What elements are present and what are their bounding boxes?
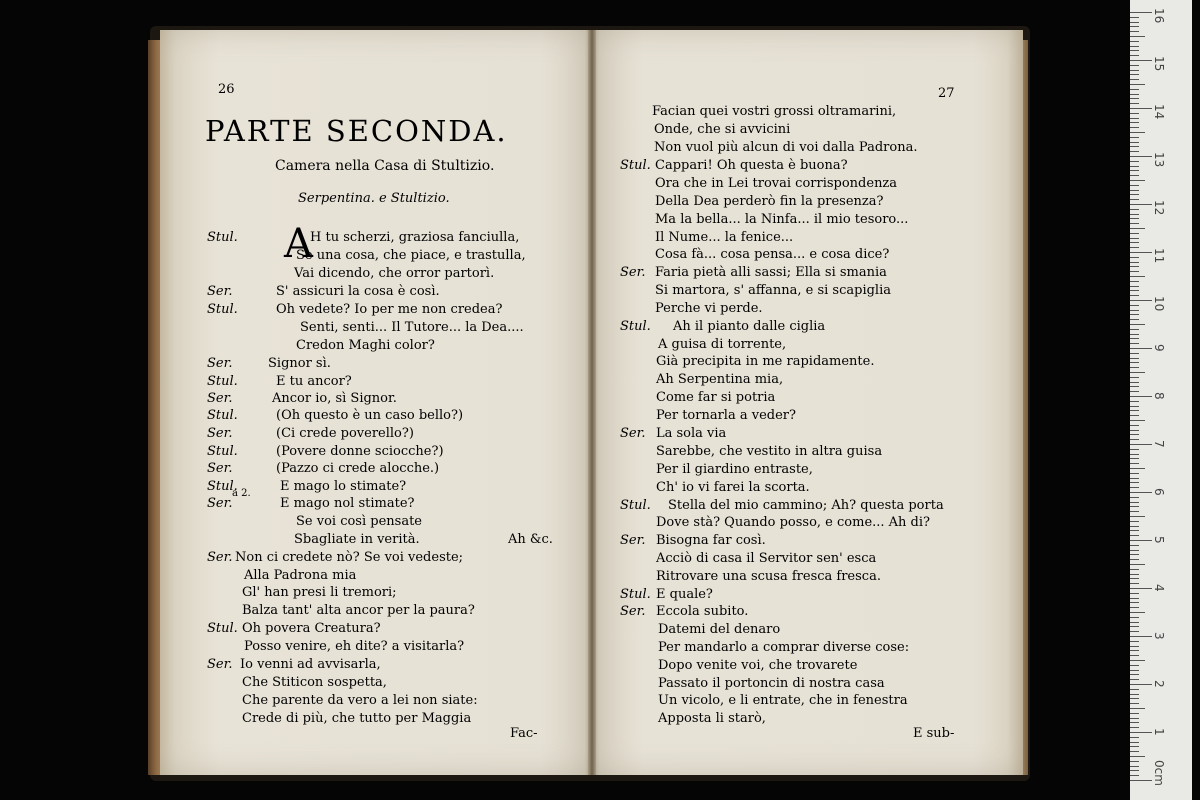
verse-line: Se una cosa, che piace, e trastulla,: [296, 248, 526, 263]
ruler-tick: [1130, 262, 1139, 263]
speaker-label: Stul.: [620, 319, 651, 334]
ruler-tick: [1130, 641, 1139, 642]
speaker-label: Stul.: [207, 408, 238, 423]
ruler-tick: [1130, 434, 1139, 435]
ruler-tick: [1130, 780, 1152, 781]
ruler-tick: [1130, 329, 1139, 330]
verse-line: Dove stà? Quando posso, e come... Ah di?: [656, 515, 931, 530]
ruler-tick: [1130, 286, 1139, 287]
verse-line: Se voi così pensate: [296, 514, 422, 529]
verse-line: S' assicuri la cosa è così.: [276, 284, 440, 299]
ruler-tick: [1130, 180, 1145, 181]
ruler-tick: [1130, 727, 1139, 728]
ruler-tick: [1130, 89, 1139, 90]
ruler-tick: [1130, 98, 1139, 99]
verse-line: Non vuol più alcun di voi dalla Padrona.: [654, 140, 918, 155]
speaker-label: Ser.: [207, 657, 233, 672]
ruler-tick: [1130, 598, 1139, 599]
ruler-label: 15: [1152, 56, 1166, 72]
ruler-tick: [1130, 559, 1139, 560]
speaker-label: Stul.: [207, 374, 238, 389]
verse-line: Ch' io vi farei la scorta.: [656, 480, 810, 495]
verse-line: Onde, che si avvicini: [654, 122, 791, 137]
speaker-label: Stul.: [207, 230, 238, 245]
verse-line: Alla Padrona mia: [244, 568, 357, 583]
ruler-tick: [1130, 348, 1152, 349]
verse-line: H tu scherzi, graziosa fanciulla,: [310, 230, 520, 245]
ruler-tick: [1130, 674, 1139, 675]
ruler-tick: [1130, 358, 1139, 359]
verse-line: La sola via: [656, 426, 727, 441]
ruler-tick: [1130, 602, 1139, 603]
page-number-left: 26: [218, 82, 235, 97]
ruler-tick: [1130, 108, 1152, 109]
verse-line: Apposta li starò,: [658, 711, 766, 726]
ruler-tick: [1130, 343, 1139, 344]
speaker-label: Ser.: [620, 604, 646, 619]
a-due-marker: a 2.: [232, 488, 251, 499]
ruler-label: 6: [1152, 488, 1166, 496]
ruler-tick: [1130, 142, 1139, 143]
speaker-label: Ser.: [620, 533, 646, 548]
ruler-tick: [1130, 271, 1139, 272]
ruler-tick: [1130, 314, 1139, 315]
ruler-tick: [1130, 17, 1139, 18]
speaker-label: Stul.: [620, 587, 651, 602]
ruler-tick: [1130, 276, 1145, 277]
verse-line: Senti, senti... Il Tutore... la Dea....: [300, 320, 524, 335]
ruler-tick: [1130, 218, 1139, 219]
verse-line: Un vicolo, e li entrate, che in fenestra: [658, 693, 908, 708]
verse-line: E mago lo stimate?: [280, 479, 407, 494]
ruler-tick: [1130, 204, 1152, 205]
verse-line: (Ci crede poverello?): [276, 426, 414, 441]
verse-line: (Pazzo ci crede alocche.): [276, 461, 440, 476]
verse-line: Ancor io, sì Signor.: [272, 391, 397, 406]
ruler-tick: [1130, 612, 1145, 613]
ruler-tick: [1130, 338, 1139, 339]
ruler-tick: [1130, 199, 1139, 200]
verse-line: Sarebbe, che vestito in altra guisa: [656, 444, 883, 459]
ruler-tick: [1130, 122, 1139, 123]
verse-line: (Povere donne sciocche?): [276, 444, 444, 459]
ruler-tick: [1130, 684, 1152, 685]
characters-line: Serpentina. e Stultizio.: [298, 191, 450, 206]
ruler-tick: [1130, 511, 1139, 512]
ruler-label: 9: [1152, 344, 1166, 352]
speaker-label: Ser.: [207, 284, 233, 299]
ruler-label: 5: [1152, 536, 1166, 544]
ruler-tick: [1130, 468, 1145, 469]
ruler-tick: [1130, 391, 1139, 392]
ruler-tick: [1130, 698, 1139, 699]
verse-line: Per tornarla a veder?: [656, 408, 796, 423]
ruler-tick: [1130, 775, 1139, 776]
drop-cap: A: [284, 221, 313, 267]
ruler-tick: [1130, 305, 1139, 306]
ruler-tick: [1130, 521, 1139, 522]
verse-line: Acciò di casa il Servitor sen' esca: [656, 551, 877, 566]
ruler-tick: [1130, 257, 1139, 258]
ruler-tick: [1130, 631, 1139, 632]
ruler-tick: [1130, 766, 1139, 767]
act-heading: PARTE SECONDA.: [205, 114, 508, 148]
ruler-tick: [1130, 770, 1139, 771]
ruler-tick: [1130, 578, 1139, 579]
ruler-tick: [1130, 756, 1145, 757]
ruler-tick: [1130, 708, 1145, 709]
speaker-label: Ser.: [207, 496, 233, 511]
ruler-tick: [1130, 526, 1139, 527]
ruler-tick: [1130, 113, 1139, 114]
verse-line: Ah il pianto dalle ciglia: [673, 319, 826, 334]
ruler-tick: [1130, 310, 1139, 311]
ruler-tick: [1130, 50, 1139, 51]
ruler-tick: [1130, 722, 1139, 723]
ruler-tick: [1130, 718, 1139, 719]
ruler-tick: [1130, 751, 1139, 752]
verse-line: Ah Serpentina mia,: [656, 372, 784, 387]
ruler-tick: [1130, 84, 1145, 85]
speaker-label: Stul.: [207, 621, 238, 636]
ruler-tick: [1130, 742, 1139, 743]
verse-line: Eccola subito.: [656, 604, 749, 619]
ruler-tick: [1130, 506, 1139, 507]
ruler-tick: [1130, 12, 1152, 13]
ruler-tick: [1130, 689, 1139, 690]
ruler-tick: [1130, 367, 1139, 368]
ruler-label: 0cm: [1152, 760, 1166, 786]
ruler-tick: [1130, 324, 1145, 325]
verse-line: Che Stiticon sospetta,: [242, 675, 387, 690]
ruler-tick: [1130, 247, 1139, 248]
ruler-label: 8: [1152, 392, 1166, 400]
ruler-label: 10: [1152, 296, 1166, 312]
ruler-tick: [1130, 156, 1152, 157]
ruler-tick: [1130, 401, 1139, 402]
verse-line: Facian quei vostri grossi oltramarini,: [652, 104, 897, 119]
ruler-tick: [1130, 670, 1139, 671]
verse-line: Dopo venite voi, che trovarete: [658, 658, 858, 673]
ruler-tick: [1130, 420, 1145, 421]
ruler-label: 13: [1152, 152, 1166, 168]
verse-line: Che parente da vero a lei non siate:: [242, 693, 478, 708]
ruler-label: 12: [1152, 200, 1166, 216]
ruler-tick: [1130, 646, 1139, 647]
ruler-tick: [1130, 478, 1139, 479]
verse-line: Crede di più, che tutto per Maggia: [242, 711, 472, 726]
ruler-tick: [1130, 36, 1145, 37]
ruler-tick: [1130, 761, 1139, 762]
ruler-label: 7: [1152, 440, 1166, 448]
verse-line: A guisa di torrente,: [658, 337, 787, 352]
ruler-tick: [1130, 382, 1139, 383]
ruler-tick: [1130, 425, 1139, 426]
ruler-tick: [1130, 46, 1139, 47]
ruler-tick: [1130, 617, 1139, 618]
ruler-tick: [1130, 194, 1139, 195]
verse-line: Ora che in Lei trovai corrispondenza: [655, 176, 898, 191]
verse-line: Non ci credete nò? Se voi vedeste;: [235, 550, 464, 565]
ruler-label: 4: [1152, 584, 1166, 592]
verse-line: Datemi del denaro: [658, 622, 781, 637]
verse-line: Per il giardino entraste,: [656, 462, 813, 477]
ruler-label: 1: [1152, 728, 1166, 736]
ruler-tick: [1130, 713, 1139, 714]
ruler-tick: [1130, 540, 1152, 541]
speaker-label: Ser.: [207, 356, 233, 371]
speaker-label: Ser.: [207, 461, 233, 476]
ruler-tick: [1130, 636, 1152, 637]
ruler-tick: [1130, 223, 1139, 224]
ruler-tick: [1130, 410, 1139, 411]
ruler-tick: [1130, 209, 1139, 210]
ruler-tick: [1130, 497, 1139, 498]
ruler-tick: [1130, 650, 1139, 651]
ruler-tick: [1130, 550, 1139, 551]
ruler-tick: [1130, 655, 1139, 656]
ruler-tick: [1130, 660, 1145, 661]
ruler-tick: [1130, 132, 1145, 133]
ruler-tick: [1130, 449, 1139, 450]
ruler-tick: [1130, 444, 1152, 445]
ruler-tick: [1130, 487, 1139, 488]
verse-line: Cosa fà... cosa pensa... e cosa dice?: [655, 247, 890, 262]
ruler-label: 14: [1152, 104, 1166, 120]
catchword-right: E sub-: [913, 726, 955, 741]
verse-line: Credon Maghi color?: [296, 338, 435, 353]
ruler-tick: [1130, 377, 1139, 378]
ruler-tick: [1130, 415, 1139, 416]
speaker-label: Stul.: [620, 498, 651, 513]
ruler-tick: [1130, 214, 1139, 215]
ruler-label: 2: [1152, 680, 1166, 688]
verse-line: Sbagliate in verità.: [294, 532, 420, 547]
ruler-tick: [1130, 252, 1152, 253]
verse-line: Faria pietà alli sassi; Ella si smania: [655, 265, 887, 280]
book-gutter: [588, 30, 596, 775]
ah-etc: Ah &c.: [508, 532, 553, 547]
ruler-tick: [1130, 238, 1139, 239]
ruler-tick: [1130, 502, 1139, 503]
ruler-tick: [1130, 137, 1139, 138]
verse-line: E mago nol stimate?: [280, 496, 415, 511]
speaker-label: Stul.: [620, 158, 651, 173]
ruler-tick: [1130, 94, 1139, 95]
ruler-tick: [1130, 185, 1139, 186]
ruler-tick: [1130, 535, 1139, 536]
measurement-ruler: [1130, 0, 1192, 800]
verse-line: Passato il portoncin di nostra casa: [658, 676, 885, 691]
ruler-tick: [1130, 41, 1139, 42]
ruler-tick: [1130, 118, 1139, 119]
ruler-label: 16: [1152, 8, 1166, 24]
ruler-tick: [1130, 626, 1139, 627]
verse-line: Oh vedete? Io per me non credea?: [276, 302, 503, 317]
ruler-tick: [1130, 334, 1139, 335]
verse-line: Già precipita in me rapidamente.: [656, 354, 875, 369]
ruler-tick: [1130, 353, 1139, 354]
speaker-label: Ser.: [620, 426, 646, 441]
ruler-tick: [1130, 694, 1139, 695]
ruler-tick: [1130, 622, 1139, 623]
ruler-label: 3: [1152, 632, 1166, 640]
verse-line: Ma la bella... la Ninfa... il mio tesoro...: [655, 212, 909, 227]
ruler-tick: [1130, 530, 1139, 531]
verse-line: Per mandarlo a comprar diverse cose:: [658, 640, 910, 655]
ruler-tick: [1130, 170, 1139, 171]
speaker-label: Ser.: [620, 265, 646, 280]
ruler-tick: [1130, 166, 1139, 167]
speaker-label: Ser.: [207, 391, 233, 406]
verse-line: (Oh questo è un caso bello?): [276, 408, 464, 423]
ruler-tick: [1130, 79, 1139, 80]
ruler-tick: [1130, 554, 1139, 555]
ruler-tick: [1130, 26, 1139, 27]
ruler-tick: [1130, 65, 1139, 66]
speaker-label: Stul.: [207, 302, 238, 317]
ruler-tick: [1130, 679, 1139, 680]
ruler-tick: [1130, 463, 1139, 464]
ruler-tick: [1130, 228, 1145, 229]
speaker-label: Ser.: [207, 550, 233, 565]
ruler-tick: [1130, 458, 1139, 459]
ruler-tick: [1130, 319, 1139, 320]
verse-line: Come far si potria: [656, 390, 776, 405]
ruler-tick: [1130, 473, 1139, 474]
page-number-right: 27: [938, 86, 955, 101]
ruler-tick: [1130, 362, 1139, 363]
ruler-tick: [1130, 406, 1139, 407]
ruler-tick: [1130, 22, 1139, 23]
speaker-label: Ser.: [207, 426, 233, 441]
speaker-label: Stul.: [207, 479, 238, 494]
ruler-tick: [1130, 60, 1152, 61]
verse-line: Della Dea perderò fin la presenza?: [655, 194, 884, 209]
verse-line: Signor sì.: [268, 356, 331, 371]
ruler-tick: [1130, 233, 1139, 234]
ruler-tick: [1130, 588, 1152, 589]
ruler-tick: [1130, 593, 1139, 594]
ruler-tick: [1130, 146, 1139, 147]
verse-line: E tu ancor?: [276, 374, 352, 389]
ruler-tick: [1130, 545, 1139, 546]
ruler-tick: [1130, 290, 1139, 291]
ruler-tick: [1130, 281, 1139, 282]
ruler-tick: [1130, 665, 1139, 666]
verse-line: Bisogna far così.: [656, 533, 766, 548]
verse-line: Oh povera Creatura?: [242, 621, 381, 636]
ruler-tick: [1130, 103, 1139, 104]
ruler-tick: [1130, 492, 1152, 493]
scene-description: Camera nella Casa di Stultizio.: [275, 158, 495, 174]
ruler-tick: [1130, 439, 1139, 440]
verse-line: Posso venire, eh dite? a visitarla?: [244, 639, 465, 654]
ruler-tick: [1130, 564, 1145, 565]
ruler-tick: [1130, 516, 1145, 517]
ruler-tick: [1130, 266, 1139, 267]
catchword-left: Fac-: [510, 726, 538, 741]
ruler-tick: [1130, 482, 1139, 483]
ruler-tick: [1130, 583, 1139, 584]
ruler-tick: [1130, 372, 1145, 373]
ruler-tick: [1130, 190, 1139, 191]
ruler-tick: [1130, 295, 1139, 296]
ruler-tick: [1130, 746, 1139, 747]
verse-line: Ritrovare una scusa fresca fresca.: [656, 569, 881, 584]
ruler-tick: [1130, 703, 1139, 704]
ruler-tick: [1130, 70, 1139, 71]
ruler-tick: [1130, 574, 1139, 575]
verse-line: Gl' han presi li tremori;: [242, 585, 397, 600]
verse-line: Si martora, s' affanna, e si scapiglia: [655, 283, 891, 298]
verse-line: Cappari! Oh questa è buona?: [655, 158, 848, 173]
ruler-tick: [1130, 74, 1139, 75]
ruler-tick: [1130, 175, 1139, 176]
ruler-tick: [1130, 55, 1139, 56]
verse-line: E quale?: [656, 587, 713, 602]
ruler-tick: [1130, 151, 1139, 152]
ruler-tick: [1130, 127, 1139, 128]
verse-line: Balza tant' alta ancor per la paura?: [242, 603, 475, 618]
verse-line: Io venni ad avvisarla,: [240, 657, 381, 672]
ruler-label: 11: [1152, 248, 1166, 264]
verse-line: Stella del mio cammino; Ah? questa porta: [668, 498, 944, 513]
ruler-tick: [1130, 737, 1139, 738]
verse-line: Il Nume... la fenice...: [655, 230, 794, 245]
verse-line: Vai dicendo, che orror partorì.: [294, 266, 495, 281]
ruler-tick: [1130, 300, 1152, 301]
ruler-tick: [1130, 454, 1139, 455]
speaker-label: Stul.: [207, 444, 238, 459]
ruler-tick: [1130, 607, 1139, 608]
ruler-tick: [1130, 396, 1152, 397]
verse-line: Perche vi perde.: [655, 301, 763, 316]
ruler-tick: [1130, 569, 1139, 570]
ruler-tick: [1130, 430, 1139, 431]
ruler-tick: [1130, 242, 1139, 243]
ruler-tick: [1130, 31, 1139, 32]
ruler-tick: [1130, 161, 1139, 162]
ruler-tick: [1130, 732, 1152, 733]
ruler-tick: [1130, 386, 1139, 387]
